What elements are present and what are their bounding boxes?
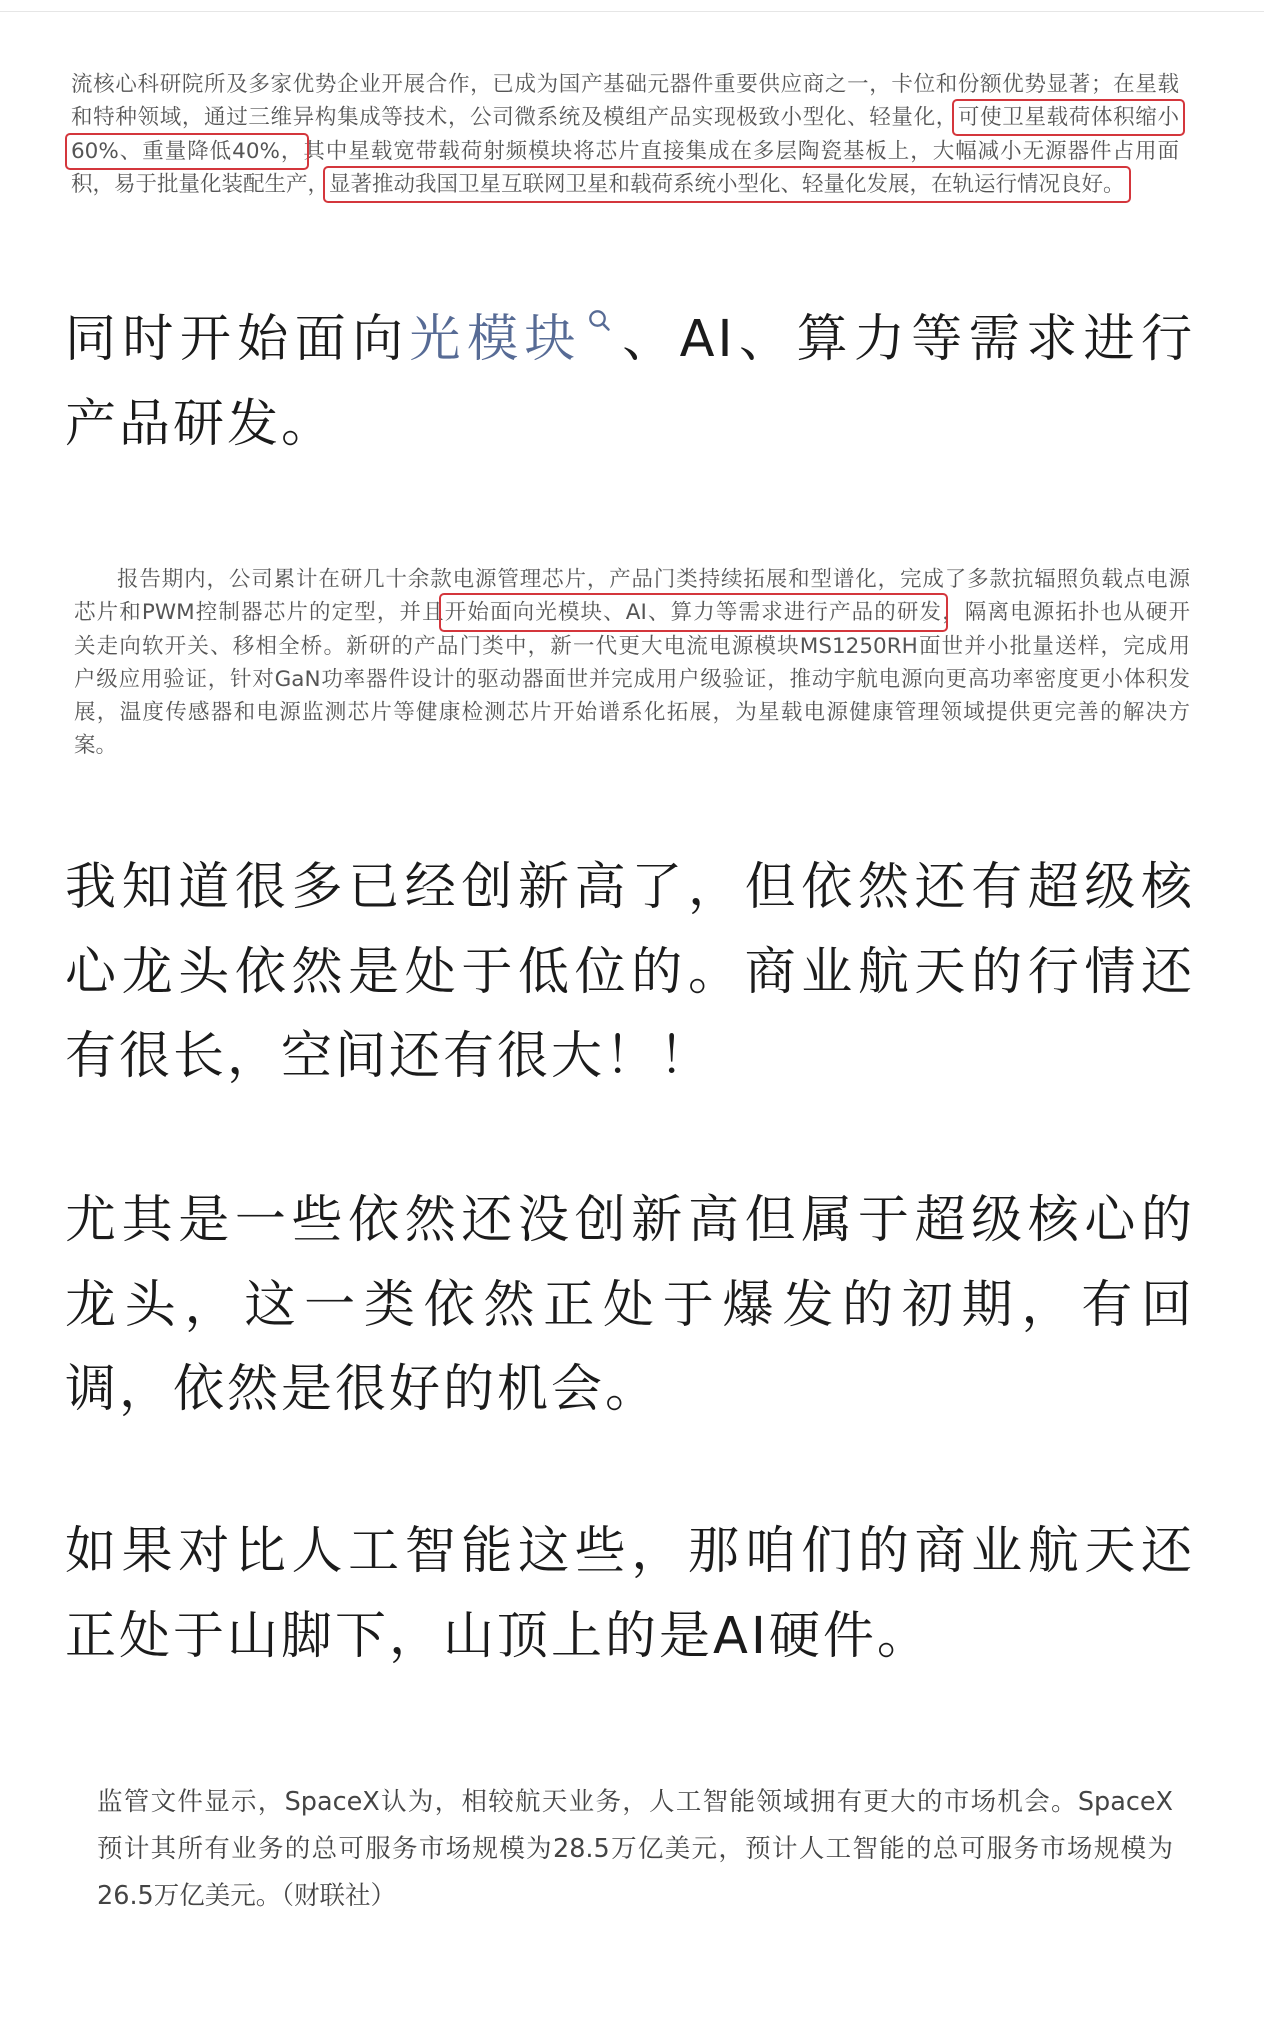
paragraph-line: 有很长，空间还有很大！！ [65, 1027, 714, 1086]
paragraph-line: 调，依然是很好的机会。 [65, 1360, 660, 1419]
search-icon-graphic[interactable] [586, 307, 614, 335]
paragraph-line: 正处于山脚下，山顶上的是AI硬件。 [65, 1606, 931, 1666]
excerpt-line [74, 630, 1190, 663]
search-icon-handle[interactable] [603, 324, 609, 330]
highlighted-phrase: 可使卫星载荷体积缩小 [957, 105, 1179, 131]
top-divider [0, 11, 1264, 12]
excerpt-text: 积，易于批量化装配生产， [71, 172, 330, 198]
paragraph-line: 尤其是一些依然还没创新高但属于超级核心的 [65, 1191, 1195, 1250]
highlighted-phrase: 60%、重量降低40%， [71, 138, 304, 164]
excerpt-line [71, 101, 1179, 134]
excerpt-text: 展，温度传感器和电源监测芯片等健康检测芯片开始谱系化拓展，为星载电源健康管理领域提供更完善的解决方 [74, 700, 1190, 726]
article-paragraph [65, 1179, 1195, 1433]
paragraph-line [65, 298, 1195, 383]
article-paragraph [65, 846, 1195, 1100]
paragraph-text: 产品研发。 [65, 394, 336, 454]
excerpt-text: 和特种领域，通过三维异构集成等技术，公司微系统及模组产品实现极致小型化、轻量化， [71, 105, 958, 131]
search-icon[interactable] [586, 307, 614, 335]
highlighted-phrase: 显著推动我国卫星互联网卫星和载荷系统小型化、轻量化发展，在轨运行情况良好。 [329, 172, 1125, 198]
excerpt-line [71, 135, 1179, 168]
excerpt-line: 26.5万亿美元。（财联社） [97, 1880, 397, 1911]
news-excerpt [97, 1779, 1173, 1919]
report-excerpt-top [71, 68, 1179, 202]
paragraph-line: 我知道很多已经创新高了，但依然还有超级核 [65, 858, 1195, 917]
keyword-link-text[interactable]: 光模块 [409, 310, 582, 369]
excerpt-text: 芯片和PWM控制器芯片的定型，并且 [74, 600, 445, 626]
excerpt-text: 关走向软开关、移相全桥。新研的产品门类中，新一代更大电流电源模块MS1250RH面世并小批量送样，完成用 [74, 633, 1190, 659]
excerpt-line [74, 663, 1190, 696]
excerpt-line [71, 68, 1179, 101]
excerpt-line [74, 563, 1190, 596]
excerpt-text: 户级应用验证，针对GaN功率器件设计的驱动器面世并完成用户级验证，推动宇航电源向更高功率密度更小体积发 [74, 666, 1190, 692]
excerpt-line [71, 168, 1179, 201]
keyword-link[interactable] [410, 310, 619, 369]
paragraph-text: 、AI、算力等需求进行 [618, 310, 1195, 369]
report-excerpt-middle [74, 563, 1190, 763]
excerpt-line [74, 696, 1190, 729]
excerpt-line: 预计其所有业务的总可服务市场规模为28.5万亿美元，预计人工智能的总可服务市场规模为 [97, 1833, 1173, 1864]
excerpt-line [74, 596, 1190, 629]
excerpt-text: 其中星载宽带载荷射频模块将芯片直接集成在多层陶瓷基板上，大幅减小无源器件占用面 [303, 138, 1179, 164]
excerpt-text: 报告期内，公司累计在研几十余款电源管理芯片，产品门类持续拓展和型谱化，完成了多款抗辐照负载点电源 [117, 567, 1190, 592]
paragraph-line: 如果对比人工智能这些，那咱们的商业航天还 [65, 1522, 1195, 1581]
excerpt-line: 监管文件显示，SpaceX认为，相较航天业务，人工智能领域拥有更大的市场机会。SpaceX [97, 1787, 1173, 1817]
paragraph-line: 龙头，这一类依然正处于爆发的初期，有回 [65, 1275, 1195, 1335]
article-paragraph [65, 298, 1195, 467]
paragraph-text: 同时开始面向 [65, 310, 410, 369]
paragraph-line [65, 383, 1195, 468]
paragraph-line: 心龙头依然是处于低位的。商业航天的行情还 [65, 942, 1195, 1002]
excerpt-text: 案。 [74, 733, 118, 759]
highlighted-phrase: 开始面向光模块、AI、算力等需求进行产品的研发 [444, 600, 943, 626]
article-paragraph [65, 1510, 1195, 1679]
excerpt-text: 流核心科研院所及多家优势企业开展合作，已成为国产基础元器件重要供应商之一，卡位和份额优势显著；在星载 [71, 72, 1179, 97]
excerpt-line [74, 729, 1190, 762]
excerpt-text: ，隔离电源拓扑也从硬开 [942, 600, 1190, 626]
